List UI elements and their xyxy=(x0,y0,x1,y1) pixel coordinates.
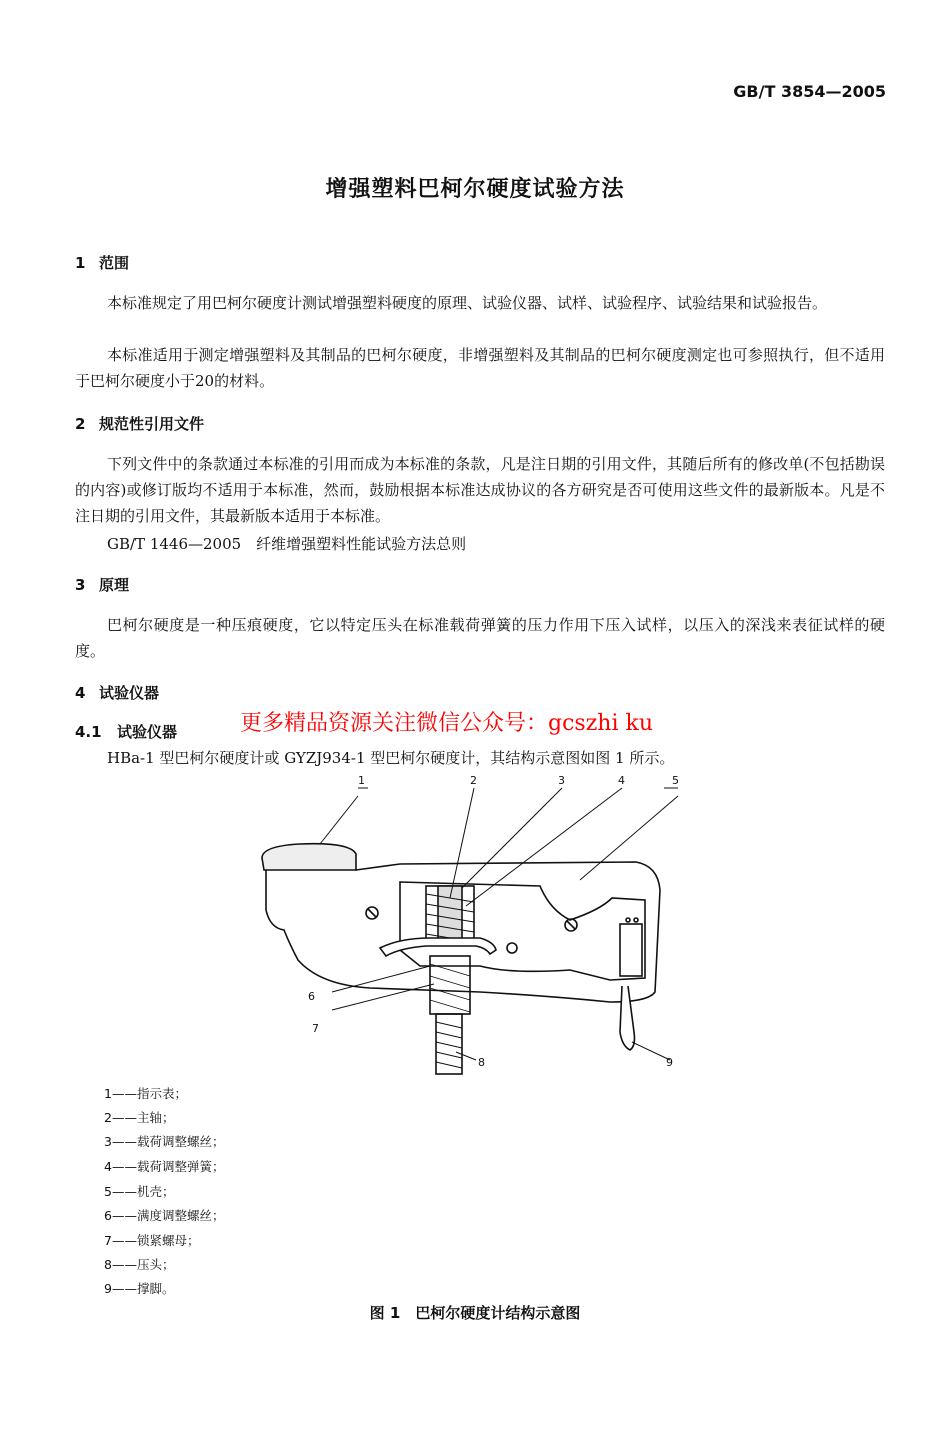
housing-cutaway xyxy=(400,882,645,980)
legend-item-3: 3——载荷调整螺丝； xyxy=(104,1134,225,1149)
standard-code: GB/T 3854—2005 xyxy=(733,82,886,101)
side-plate xyxy=(620,924,642,976)
section-1-paragraph-2: 本标准适用于测定增强塑料及其制品的巴柯尔硬度，非增强塑料及其制品的巴柯尔硬度测定也可参照执行，但不适用于巴柯尔硬度小于20的材料。 xyxy=(75,346,885,390)
section-3-paragraph-1: 巴柯尔硬度是一种压痕硬度，它以特定压头在标准载荷弹簧的压力作用下压入试样，以压入的深浅来表征试样的硬度。 xyxy=(75,616,885,660)
section-4-1-title: 试验仪器 xyxy=(117,723,178,741)
callout-5: 5 xyxy=(672,774,679,787)
section-2-heading xyxy=(75,413,204,434)
section-1-number: 1 xyxy=(75,254,86,272)
legend-item-8: 8——压头； xyxy=(104,1257,175,1272)
legend-item-5: 5——机壳； xyxy=(104,1184,175,1199)
section-2-paragraph-1: 下列文件中的条款通过本标准的引用而成为本标准的条款，凡是注日期的引用文件，其随后所有的修改单(不包括勘误的内容)或修订版均不适用于本标准，然而，鼓励根据本标准达成协议的各方研究是否可使用这些文件的最新版本。凡是不注日期的引用文件，其最新版本适用于本标准。 xyxy=(75,455,885,525)
section-1-heading xyxy=(75,252,129,273)
indicator-dial-shape xyxy=(262,844,356,870)
section-4-1-number: 4.1 xyxy=(75,723,102,741)
section-3-title: 原理 xyxy=(99,576,130,594)
legend-item-6: 6——满度调整螺丝； xyxy=(104,1208,225,1223)
legend-item-4: 4——载荷调整弹簧； xyxy=(104,1159,225,1174)
callout-3: 3 xyxy=(558,774,565,787)
legend-item-9: 9——撑脚。 xyxy=(104,1281,175,1296)
callout-9: 9 xyxy=(666,1056,673,1069)
callout-6: 6 xyxy=(308,990,315,1003)
figure-caption: 图 1 巴柯尔硬度计结构示意图 xyxy=(369,1304,581,1322)
lever-shape xyxy=(380,938,496,956)
callout-1: 1 xyxy=(358,774,365,787)
section-3-number: 3 xyxy=(75,576,86,594)
section-1-paragraph-1: 本标准规定了用巴柯尔硬度计测试增强塑料硬度的原理、试验仪器、试样、试验程序、试验结果和试验报告。 xyxy=(107,294,828,312)
callout-7: 7 xyxy=(312,1022,319,1035)
callout-4: 4 xyxy=(618,774,625,787)
legend-item-1: 1——指示表； xyxy=(104,1086,187,1101)
spindle-lower xyxy=(430,956,470,1014)
section-4-heading xyxy=(75,682,159,703)
section-3-heading xyxy=(75,574,129,595)
callout-8: 8 xyxy=(478,1056,485,1069)
support-leg-shape xyxy=(620,986,635,1050)
section-4-1-paragraph-1: HBa-1 型巴柯尔硬度计或 GYZJ934-1 型巴柯尔硬度计，其结构示意图如图 1 所示。 xyxy=(107,749,675,767)
section-4-number: 4 xyxy=(75,684,86,702)
section-1-title: 范围 xyxy=(99,254,130,272)
callout-2: 2 xyxy=(470,774,477,787)
legend-item-2: 2——主轴； xyxy=(104,1110,175,1125)
lever-pin xyxy=(507,943,517,953)
section-4-title: 试验仪器 xyxy=(99,684,160,702)
legend-item-7: 7——锁紧螺母； xyxy=(104,1233,200,1248)
normative-reference: GB/T 1446—2005 纤维增强塑料性能试验方法总则 xyxy=(107,535,467,553)
watermark-text: 更多精品资源关注微信公众号：gcszhi ku xyxy=(240,711,653,736)
page-title: 增强塑料巴柯尔硬度试验方法 xyxy=(325,177,625,202)
section-4-1-heading xyxy=(75,721,177,742)
section-2-title: 规范性引用文件 xyxy=(99,415,205,433)
barcol-hardness-tester-diagram xyxy=(250,770,700,1085)
section-2-number: 2 xyxy=(75,415,86,433)
